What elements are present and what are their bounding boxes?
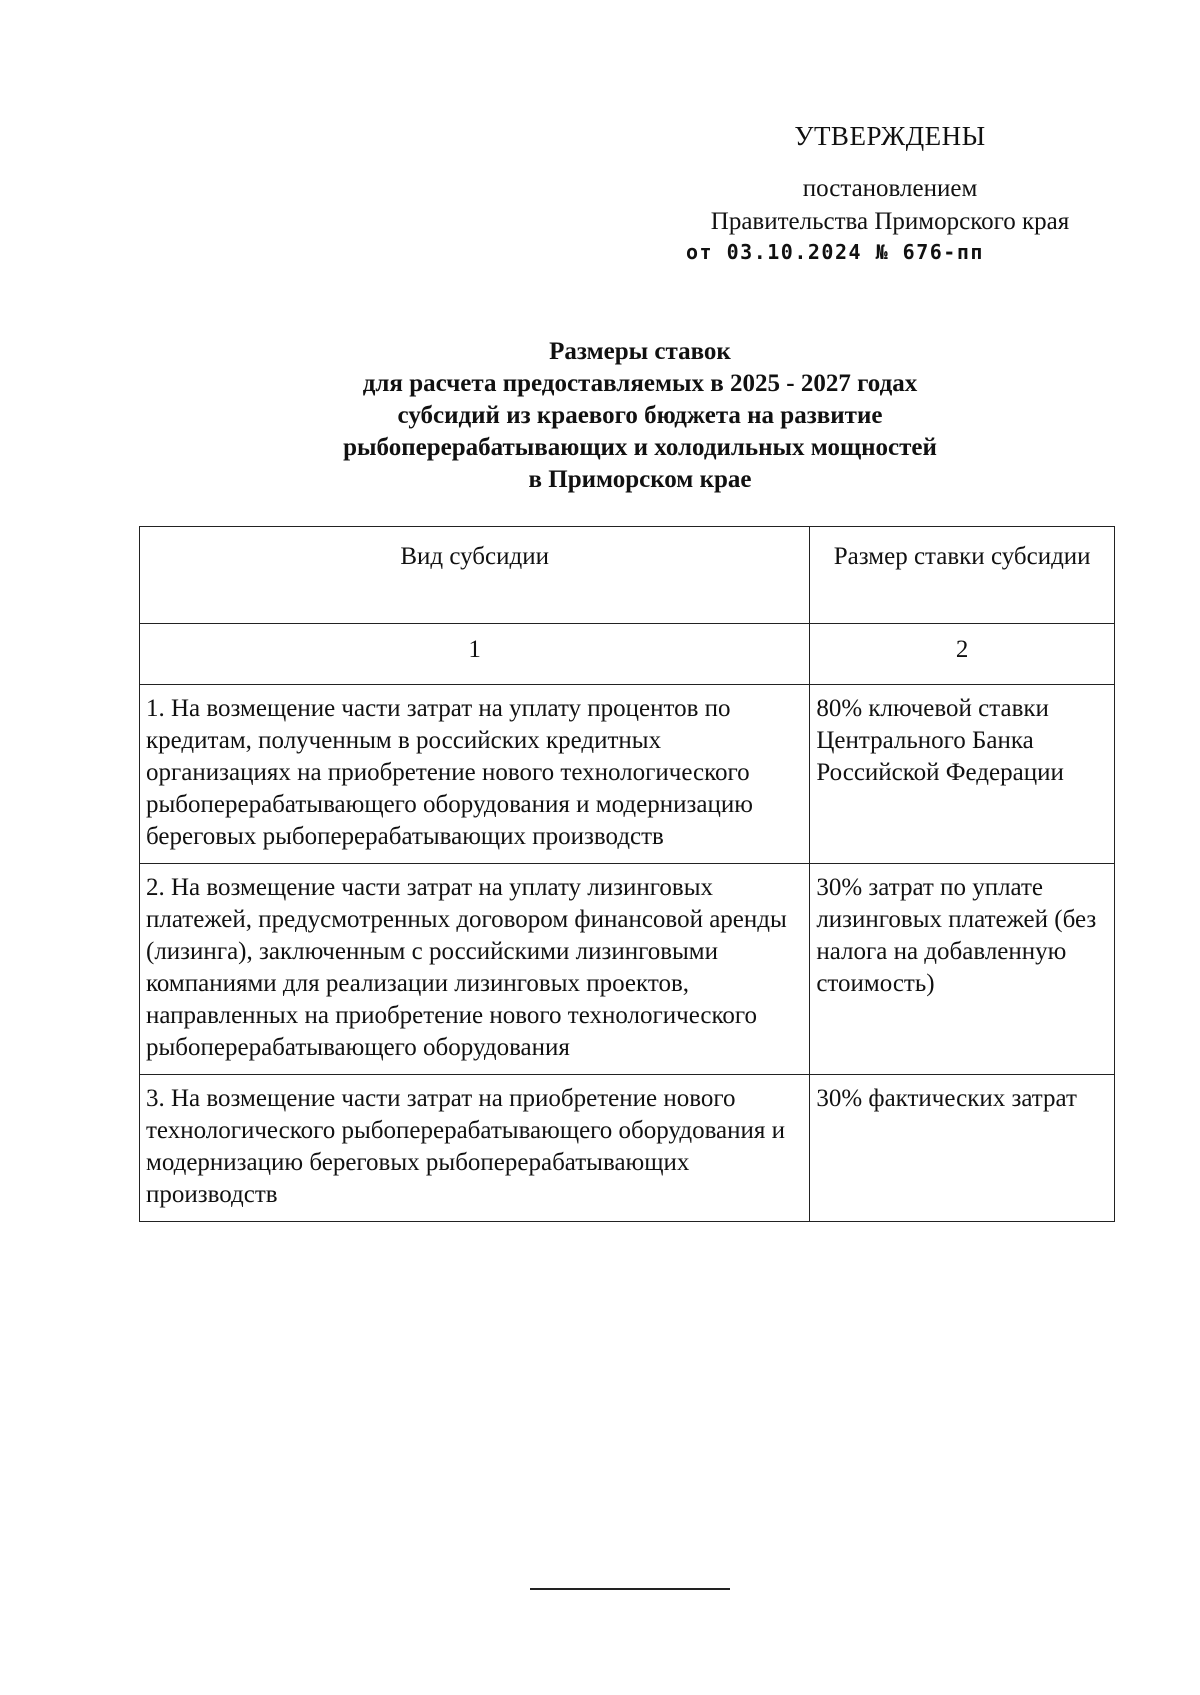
subsidy-type-cell: 2. На возмещение части затрат на уплату лизинговых платежей, предусмотренных договором финансовой аренды (лизинга), заключенным с российскими лизинговыми компаниями для реализации лизинговых проектов, направленных на приобретение нового технологического рыбоперерабатывающего оборудования (140, 864, 810, 1075)
subsidy-rate-cell: 30% затрат по уплате лизинговых платежей (без налога на добавленную стоимость) (810, 864, 1115, 1075)
approval-date: от 03.10.2024 № 676-пп (686, 240, 984, 265)
document-title (0, 336, 1200, 496)
footer-divider (530, 1588, 730, 1590)
subsidies-table (139, 526, 1115, 1222)
title-line-2: для расчета предоставляемых в 2025 - 2027 годах (362, 370, 918, 397)
subsidy-type-cell: 3. На возмещение части затрат на приобретение нового технологического рыбоперерабатывающего оборудования и модернизацию береговых рыбоперерабатывающих производств (140, 1075, 810, 1222)
title-line-3: субсидий из краевого бюджета на развитие (397, 402, 883, 429)
table-row (140, 1075, 1115, 1222)
approval-line-2: Правительства Приморского края (710, 208, 1070, 236)
table-row (140, 864, 1115, 1075)
approval-title: УТВЕРЖДЕНЫ (794, 121, 986, 151)
subsidy-rate-cell: 30% фактических затрат (810, 1075, 1115, 1222)
header-rate: Размер ставки субсидии (810, 527, 1115, 624)
title-line-1: Размеры ставок (549, 338, 731, 365)
column-number-1: 1 (140, 624, 810, 685)
title-line-5: в Приморском крае (528, 466, 752, 493)
column-number-2: 2 (810, 624, 1115, 685)
approval-block (660, 120, 1120, 264)
table-header-row (140, 527, 1115, 624)
table-row (140, 685, 1115, 864)
approval-line-1: постановлением (802, 175, 978, 203)
table-column-numbers-row (140, 624, 1115, 685)
subsidy-rate-cell: 80% ключевой ставки Центрального Банка Российской Федерации (810, 685, 1115, 864)
header-subsidy-type: Вид субсидии (140, 527, 810, 624)
title-line-4: рыбоперерабатывающих и холодильных мощностей (343, 434, 937, 461)
subsidy-type-cell: 1. На возмещение части затрат на уплату процентов по кредитам, полученным в российских кредитных организациях на приобретение нового технологического рыбоперерабатывающего оборудования и модернизацию береговых рыбоперерабатывающих производств (140, 685, 810, 864)
